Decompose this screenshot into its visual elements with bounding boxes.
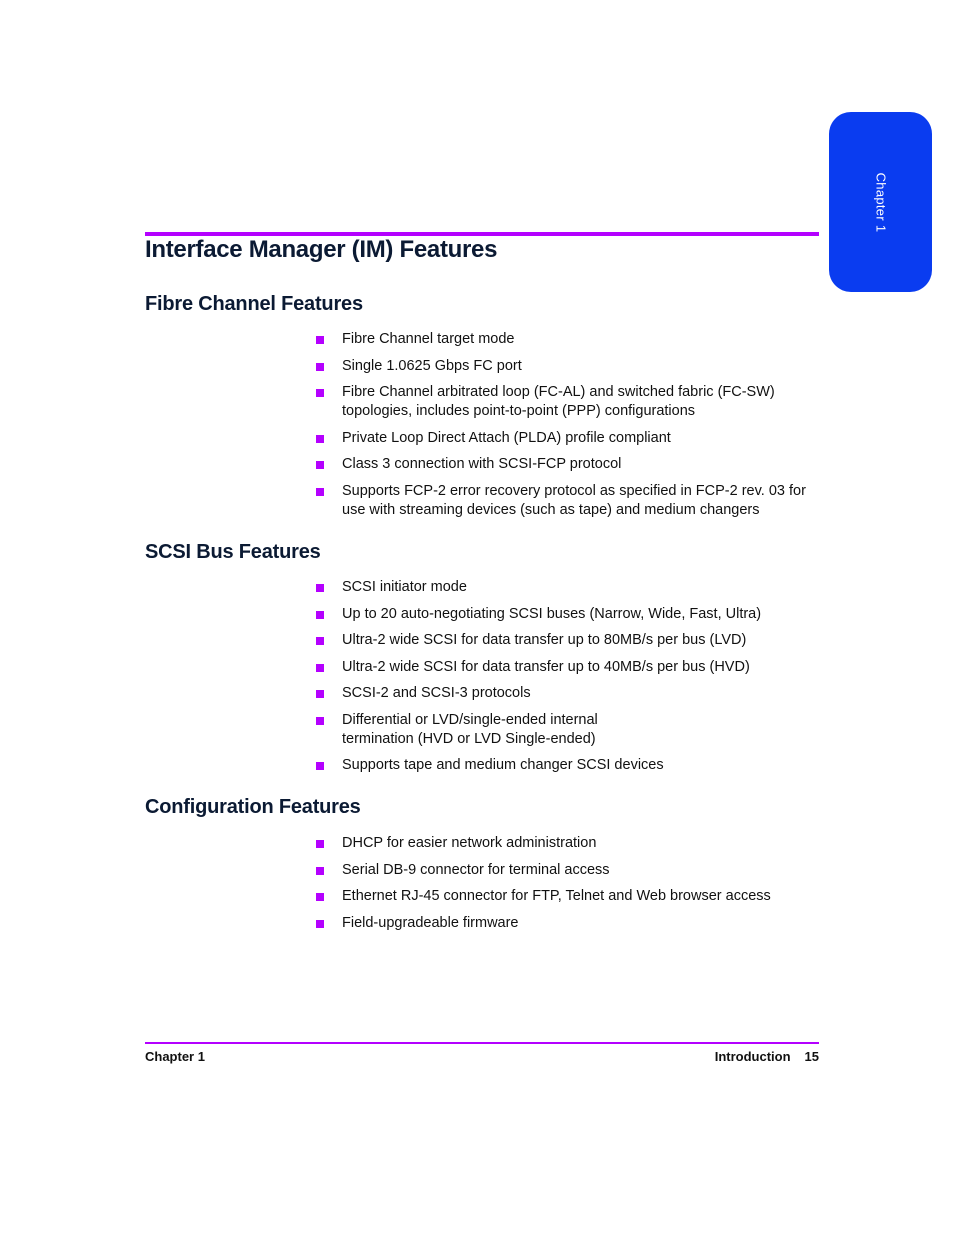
bullet-icon (316, 867, 324, 875)
bullet-icon (316, 363, 324, 371)
scsi-bus-list (316, 578, 816, 783)
list-item: SCSI initiator mode (316, 578, 816, 597)
bullet-icon (316, 664, 324, 672)
list-item: SCSI-2 and SCSI-3 protocols (316, 684, 816, 703)
bullet-icon (316, 717, 324, 725)
list-item: Up to 20 auto-negotiating SCSI buses (Narrow, Wide, Fast, Ultra) (316, 605, 816, 624)
bullet-icon (316, 690, 324, 698)
list-item: Fibre Channel arbitrated loop (FC-AL) and switched fabric (FC-SW) topologies, includes point-to-point (PPP) configurations (316, 383, 816, 421)
page-number: 15 (804, 1049, 819, 1064)
list-item: DHCP for easier network administration (316, 834, 816, 853)
list-item: Ultra-2 wide SCSI for data transfer up to 80MB/s per bus (LVD) (316, 631, 816, 650)
bullet-icon (316, 435, 324, 443)
configuration-list (316, 834, 816, 940)
footer-rule (145, 1042, 819, 1044)
list-item: Single 1.0625 Gbps FC port (316, 357, 816, 376)
section-heading-configuration: Configuration Features (145, 796, 361, 818)
bullet-icon (316, 488, 324, 496)
section-heading-fibre-channel: Fibre Channel Features (145, 293, 363, 315)
footer-section: Introduction (714, 1049, 791, 1064)
list-item: Private Loop Direct Attach (PLDA) profile compliant (316, 429, 816, 448)
list-item: Serial DB-9 connector for terminal access (316, 861, 816, 880)
footer-right (715, 1049, 819, 1064)
bullet-icon (316, 762, 324, 770)
list-item: Differential or LVD/single-ended internal termination (HVD or LVD Single-ended) (316, 711, 816, 749)
list-item: Fibre Channel target mode (316, 330, 816, 349)
fibre-channel-list (316, 330, 816, 527)
list-item: Ethernet RJ-45 connector for FTP, Telnet and Web browser access (316, 887, 816, 906)
footer-chapter: Chapter 1 (145, 1049, 205, 1064)
bullet-icon (316, 637, 324, 645)
list-item: Field-upgradeable firmware (316, 914, 816, 933)
chapter-tab (829, 112, 932, 292)
bullet-icon (316, 920, 324, 928)
section-heading-scsi-bus: SCSI Bus Features (145, 541, 321, 563)
page-title: Interface Manager (IM) Features (145, 236, 498, 263)
bullet-icon (316, 336, 324, 344)
bullet-icon (316, 611, 324, 619)
bullet-icon (316, 389, 324, 397)
list-item: Ultra-2 wide SCSI for data transfer up to 40MB/s per bus (HVD) (316, 658, 816, 677)
list-item: Supports FCP-2 error recovery protocol as specified in FCP-2 rev. 03 for use with streaming devices (such as tape) and medium changers (316, 482, 816, 520)
list-item: Class 3 connection with SCSI-FCP protocol (316, 455, 816, 474)
bullet-icon (316, 840, 324, 848)
bullet-icon (316, 893, 324, 901)
bullet-icon (316, 584, 324, 592)
list-item: Supports tape and medium changer SCSI devices (316, 756, 816, 775)
chapter-tab-label: Chapter 1 (872, 172, 888, 232)
bullet-icon (316, 461, 324, 469)
